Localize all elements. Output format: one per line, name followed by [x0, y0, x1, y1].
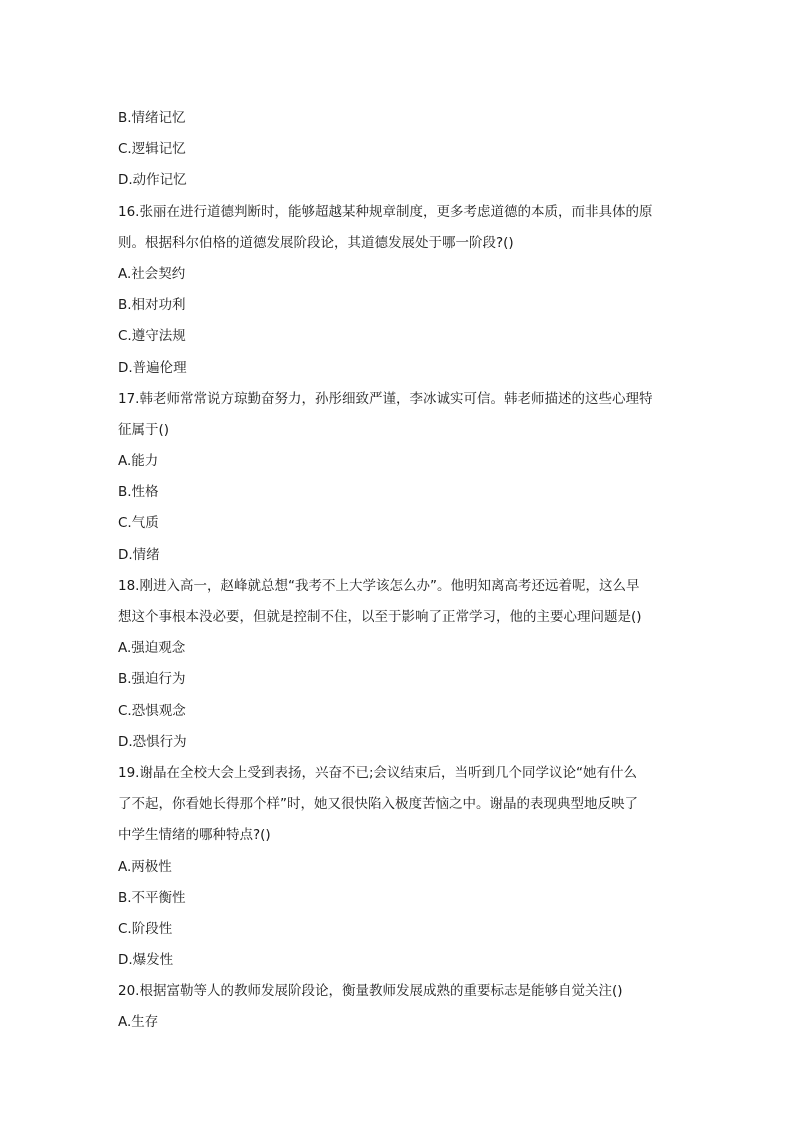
option-line: A.强迫观念 [118, 640, 186, 657]
option-line: B.强迫行为 [118, 671, 186, 688]
question-line: 想这个事根本没必要，但就是控制不住，以至于影响了正常学习，他的主要心理问题是() [118, 609, 642, 625]
question-line: 17.韩老师常常说方琼勤奋努力，孙彤细致严谨，李冰诚实可信。韩老师描述的这些心理特 [118, 390, 653, 407]
question-line: 18.刚进入高一，赵峰就总想“我考不上大学该怎么办”。他明知离高考还远着呢，这么早 [118, 577, 640, 594]
document-page [118, 103, 678, 1039]
option-line: D.动作记忆 [118, 172, 187, 189]
question-line: 19.谢晶在全校大会上受到表扬，兴奋不已;会议结束后，当听到几个同学议论“她有什么 [118, 764, 638, 781]
option-line: B.相对功利 [118, 297, 186, 314]
option-line: B.性格 [118, 484, 159, 501]
question-line: 了不起，你看她长得那个样”时，她又很快陷入极度苦恼之中。谢晶的表现典型地反映了 [118, 796, 638, 813]
option-line: C.逻辑记忆 [118, 141, 186, 158]
option-line: B.不平衡性 [118, 889, 186, 906]
option-line: D.情绪 [118, 546, 160, 563]
question-line: 征属于() [118, 421, 170, 438]
option-line: A.两极性 [118, 858, 172, 875]
option-line: D.普遍伦理 [118, 359, 187, 376]
option-line: A.生存 [118, 1014, 159, 1031]
question-line: 则。根据科尔伯格的道德发展阶段论，其道德发展处于哪一阶段?() [118, 234, 514, 251]
option-line: A.能力 [118, 453, 159, 470]
question-line: 中学生情绪的哪种特点?() [118, 827, 271, 844]
question-line: 20.根据富勒等人的教师发展阶段论，衡量教师发展成熟的重要标志是能够自觉关注() [118, 983, 623, 1000]
option-line: D.恐惧行为 [118, 733, 187, 750]
option-line: C.气质 [118, 515, 159, 532]
option-line: B.情绪记忆 [118, 110, 186, 126]
option-line: C.遵守法规 [118, 328, 186, 345]
option-line: C.阶段性 [118, 920, 173, 937]
option-line: A.社会契约 [118, 265, 186, 282]
option-line: D.爆发性 [118, 952, 174, 969]
question-line: 16.张丽在进行道德判断时，能够超越某种规章制度，更多考虑道德的本质，而非具体的原 [118, 203, 653, 220]
option-line: C.恐惧观念 [118, 702, 186, 719]
